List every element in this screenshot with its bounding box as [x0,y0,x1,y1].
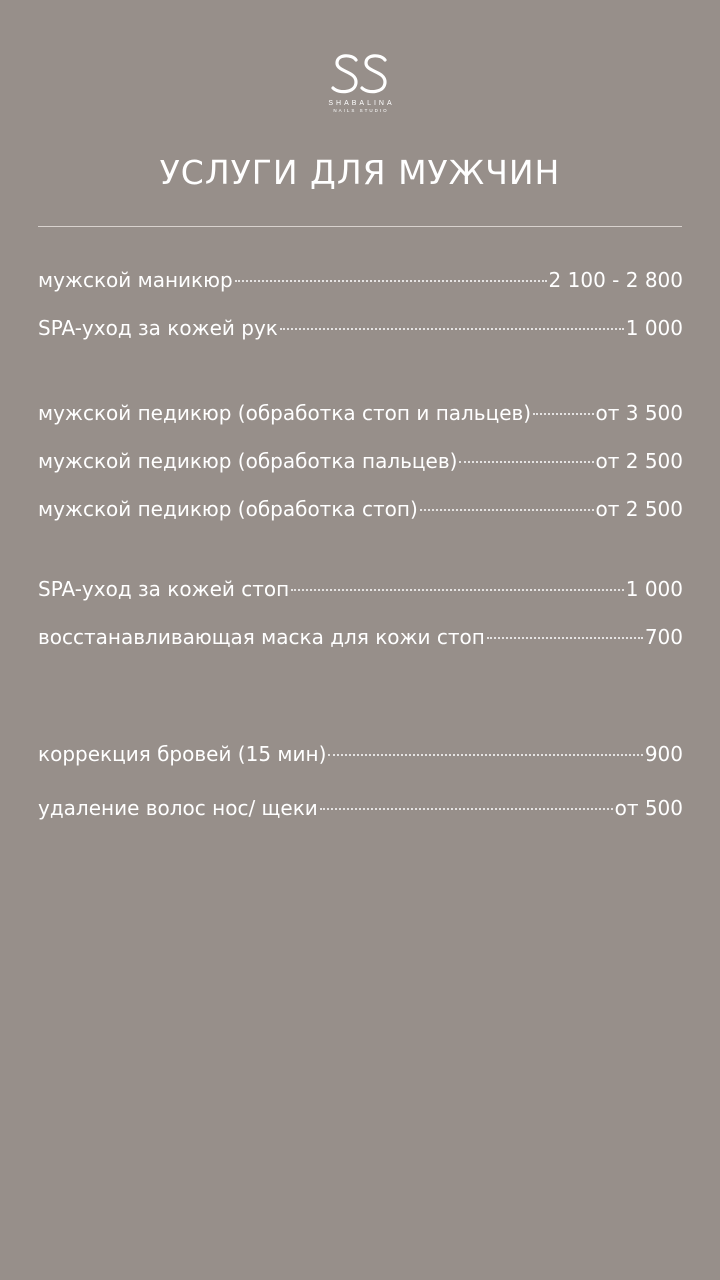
service-price: 2 100 - 2 800 [548,268,683,292]
service-price: 1 000 [625,577,683,601]
service-name: мужской педикюр (обработка пальцев) [38,449,458,473]
dot-leader [487,637,643,639]
price-row [38,574,683,604]
dot-leader [533,413,593,415]
title-divider [38,226,682,227]
service-name: мужской педикюр (обработка стоп и пальцев) [38,401,532,425]
service-name: мужской маникюр [38,268,233,292]
dot-leader [235,280,547,282]
price-row [38,265,683,295]
price-row [38,793,683,823]
service-price: от 3 500 [595,401,683,425]
dot-leader [459,461,593,463]
service-name: SPA-уход за кожей рук [38,316,278,340]
service-name: коррекция бровей (15 мин) [38,742,327,766]
logo-subtitle: NAILS STUDIO [333,108,389,113]
dot-leader [420,509,594,511]
service-price: от 500 [614,796,683,820]
service-price: 900 [644,742,683,766]
dot-leader [320,808,613,810]
service-name: SPA-уход за кожей стоп [38,577,290,601]
service-name: восстанавливающая маска для кожи стоп [38,625,485,649]
dot-leader [328,754,642,756]
service-price: от 2 500 [595,497,683,521]
price-row [38,739,683,769]
price-row [38,398,683,428]
dot-leader [291,589,624,591]
price-row [38,446,683,476]
brand-logo [0,52,720,113]
logo-monogram-icon [329,52,391,98]
price-row [38,313,683,343]
service-name: удаление волос нос/ щеки [38,796,318,820]
service-price: 1 000 [625,316,683,340]
dot-leader [280,328,624,330]
price-row [38,494,683,524]
service-price: 700 [644,625,683,649]
page-title: УСЛУГИ ДЛЯ МУЖЧИН [159,153,561,192]
service-name: мужской педикюр (обработка стоп) [38,497,418,521]
service-price: от 2 500 [595,449,683,473]
price-row [38,622,683,652]
logo-name: SHABALINA [328,100,395,107]
